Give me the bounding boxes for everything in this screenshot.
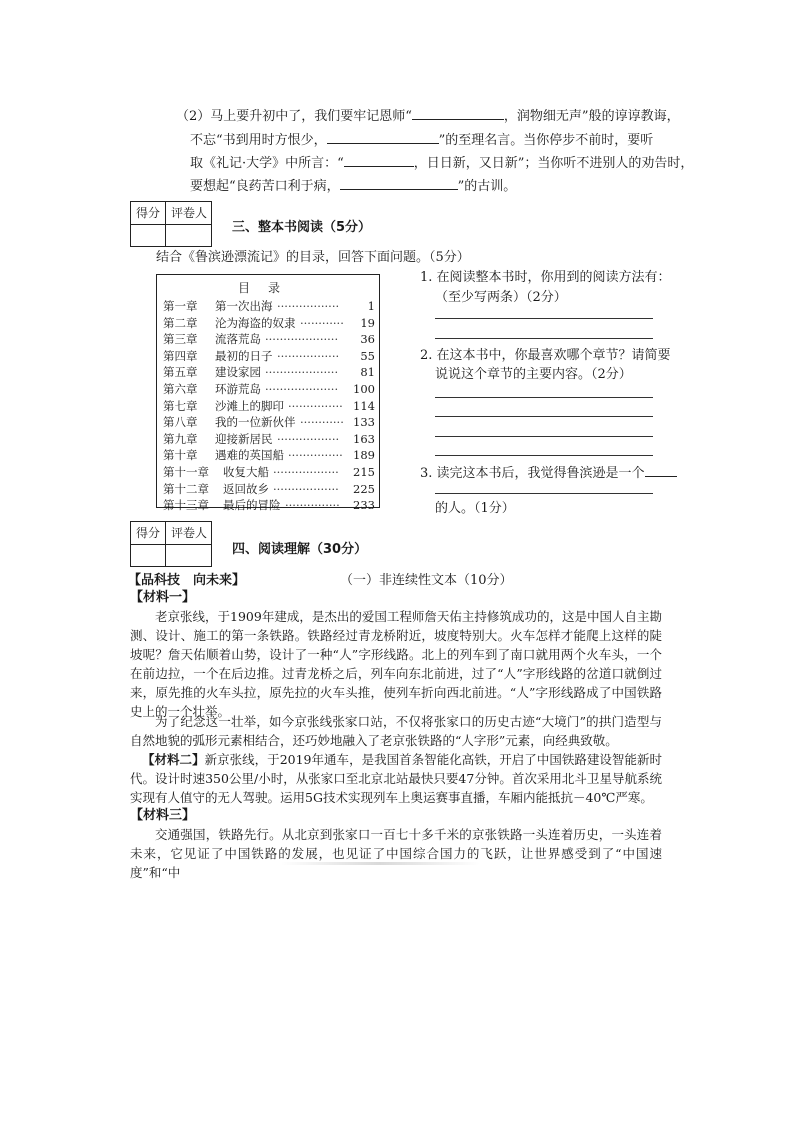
toc-chapter-title: 建设家园 [215,365,261,380]
q2-line-1-a: （2）马上要升初中了，我们要牢记恩师“ [176,109,412,124]
grader-input[interactable] [166,545,212,567]
toc-chapter-number: 第四章 [163,348,198,363]
toc-page-number: 215 [353,465,375,479]
toc-chapter-title: 收复大船 [223,465,269,479]
toc-chapter-title: 流落荒岛 [215,332,261,347]
toc-chapter-number: 第十章 [163,448,198,463]
toc-page-number: 233 [353,498,375,513]
toc-row [163,331,375,348]
q2-line-2-b: ”的至理名言。当你停步不前时，要听 [438,133,654,148]
toc-chapter-title: 返回故乡 [223,481,269,496]
toc-row [163,364,375,381]
toc-chapter-title: 迎接新居民 [215,431,273,446]
answer-line-q2[interactable] [435,436,653,437]
toc-chapter-number: 第一章 [163,299,198,313]
score-box-section-4 [130,521,212,567]
toc-page-number: 114 [353,398,375,413]
q2-line-3 [190,153,693,173]
toc-leader-dots: ················· [277,348,340,363]
material-3-label: 【材料三】 [130,808,196,823]
toc-chapter-title: 最后的冒险 [223,498,281,513]
toc-row [163,315,375,332]
question-1-b: （至少写两条）（2分） [435,290,567,305]
question-3-a [420,463,677,483]
question-3-text: 3. 读完这本书后，我觉得鲁滨逊是一个 [420,466,645,481]
section-4-subtitle: （一）非连续性文本（10分） [340,573,513,588]
q2-line-4-a: 要想起“良药苦口利于病， [190,179,340,194]
toc-row [163,431,375,448]
toc-leader-dots: ··············· [285,498,340,513]
q2-line-1-b: ，润物细无声”般的谆谆教诲， [503,109,680,124]
material-3-text: 交通强国，铁路先行。从北京到张家口一百七十多千米的京张铁路一头连着历史，一头连着未来，它见证了中国铁路的发展，也见证了中国综合国力的飞跃，让世界感受到了“中国速度”和“中 [130,827,662,880]
question-3-b: 的人。（1分） [435,501,515,516]
toc-row [163,348,375,365]
answer-line-q1[interactable] [435,318,653,319]
toc-page-number: 81 [360,365,375,380]
toc-chapter-number: 第二章 [163,315,198,330]
score-label: 得分 [135,526,160,540]
q2-line-3-b: ，日日新，又日新”；当你听不进别人的劝告时， [413,156,694,171]
toc-page-number: 163 [353,431,375,446]
q2-line-1 [176,106,680,126]
toc-chapter-number: 第十二章 [163,481,209,496]
toc-leader-dots: ················· [277,299,340,313]
score-input[interactable] [131,545,165,567]
toc-page-number: 55 [360,348,375,363]
toc-chapter-number: 第五章 [163,365,198,380]
material-2-text: 新京张线，于2019年通车，是我国首条智能化高铁，开启了中国铁路建设智能新时代。设计时速350公里/小时，从张家口至北京北站最快只要47分钟。首次采用北斗卫星导航系统实现有人值守的无人驾驶。运用5G技术实现列车上奥运赛事直播，车厢内能抵抗－40℃严寒。 [130,752,662,805]
toc-page-number: 100 [353,382,375,396]
q2-line-2-a: 不忘“书到用时方恨少， [190,133,327,148]
material-1-label: 【材料一】 [130,590,196,605]
toc-chapter-title: 沦为海盗的奴隶 [215,315,296,330]
toc-chapter-number: 第八章 [163,415,198,430]
toc-leader-dots: ···················· [265,332,339,347]
toc-page-number: 189 [353,448,375,463]
answer-line-q2[interactable] [435,455,653,456]
section-3-title: 三、整本书阅读（5分） [232,220,372,235]
toc-row [163,497,375,514]
blank-1[interactable] [412,106,504,120]
toc-chapter-number: 第十三章 [163,498,209,513]
toc-chapter-title: 第一次出海 [215,299,273,313]
toc-leader-dots: ················· [277,431,340,446]
blank-2[interactable] [327,130,439,144]
toc-chapter-title: 最初的日子 [215,348,273,363]
toc-row [163,398,375,415]
blank-4[interactable] [340,176,458,190]
toc-leader-dots: ··············· [288,448,343,463]
toc-chapter-title: 我的一位新伙伴 [215,415,296,430]
question-2-a: 2. 在这本书中，你最喜欢哪个章节？请简要 [420,348,671,363]
toc-leader-dots: ··············· [288,398,343,413]
q2-line-2 [190,130,653,150]
toc-row [163,381,375,398]
toc-row [163,464,375,481]
answer-line-q3[interactable] [435,493,653,494]
toc-leader-dots: ···················· [265,382,339,396]
toc-leader-dots: ·················· [273,465,339,479]
q2-line-4 [190,176,516,196]
question-1-a: 1. 在阅读整本书时，你用到的阅读方法有： [420,270,671,285]
question-2-b: 说说这个章节的主要内容。（2分） [435,367,632,382]
toc-leader-dots: ·················· [273,481,339,496]
score-label: 得分 [135,206,160,220]
q2-line-3-a: 取《礼记·大学》中所言：“ [190,156,344,171]
answer-line-q2[interactable] [435,416,653,417]
section-3-intro: 结合《鲁滨逊漂流记》的目录，回答下面问题。（5分） [156,250,470,265]
blank-q3[interactable] [645,463,677,477]
toc-page-number: 36 [360,332,375,347]
toc-leader-dots: ············ [300,415,344,430]
toc-row [163,481,375,498]
toc-page-number: 19 [360,315,375,330]
toc-chapter-number: 第三章 [163,332,198,347]
cut-off-line-fragment [280,862,480,865]
toc-chapter-title: 环游荒岛 [215,382,261,396]
section-4-theme: 【品科技 向未来】 [128,573,246,588]
toc-page-number: 225 [353,481,375,496]
material-1-paragraph-2 [130,712,662,750]
material-1-paragraph-1 [130,607,662,721]
toc-page-number: 1 [367,299,375,313]
grader-label: 评卷人 [170,206,207,220]
toc-title: 目录 [237,281,298,295]
toc-page-number: 133 [353,415,375,430]
toc-chapter-title: 遇难的英国船 [215,448,284,463]
toc-chapter-number: 第七章 [163,398,198,413]
material-2-label: 【材料二】 [142,752,205,767]
toc-leader-dots: ············ [300,315,344,330]
grader-input[interactable] [166,225,212,247]
toc-chapter-number: 第十一章 [163,465,209,479]
material-3-paragraph [130,825,662,880]
toc-chapter-title: 沙滩上的脚印 [215,398,284,413]
material-2-paragraph [130,750,662,807]
toc-leader-dots: ···················· [265,365,339,380]
q2-line-4-b: ”的古训。 [457,179,517,194]
score-box-section-3 [130,201,212,247]
answer-line-q1[interactable] [435,338,653,339]
material-1-p1-text: 老京张线，于1909年建成，是杰出的爱国工程师詹天佑主持修筑成功的，这是中国人自主勘测、设计、施工的第一条铁路。铁路经过青龙桥附近，坡度特别大。火车怎样才能爬上这样的陡坡呢？詹天佑顺着山势，设计了一种“人”字形线路。北上的列车到了南口就用两个火车头，一个在前边拉，一个在后边推。过青龙桥之后，列车向东北前进，过了“人”字形线路的岔道口就倒过来，原先推的火车头拉，原先拉的火车头推，使列车折向西北前进。“人”字形线路成了中国铁路史上的一个壮举。 [130,609,662,719]
toc-row [163,414,375,431]
answer-line-q2[interactable] [435,397,653,398]
blank-3[interactable] [344,153,414,167]
toc-row [163,298,375,315]
toc-chapter-number: 第九章 [163,431,198,446]
material-1-p2-text: 为了纪念这一壮举，如今京张线张家口站，不仅将张家口的历史古迹“大境门”的拱门造型与自然地貌的弧形元素相结合，还巧妙地融入了老京张铁路的“人字形”元素，向经典致敬。 [130,714,662,748]
grader-label: 评卷人 [170,526,207,540]
toc-row [163,447,375,464]
score-input[interactable] [131,225,165,247]
toc-chapter-number: 第六章 [163,382,198,396]
section-4-title: 四、阅读理解（30分） [232,542,368,557]
table-of-contents [156,274,380,513]
